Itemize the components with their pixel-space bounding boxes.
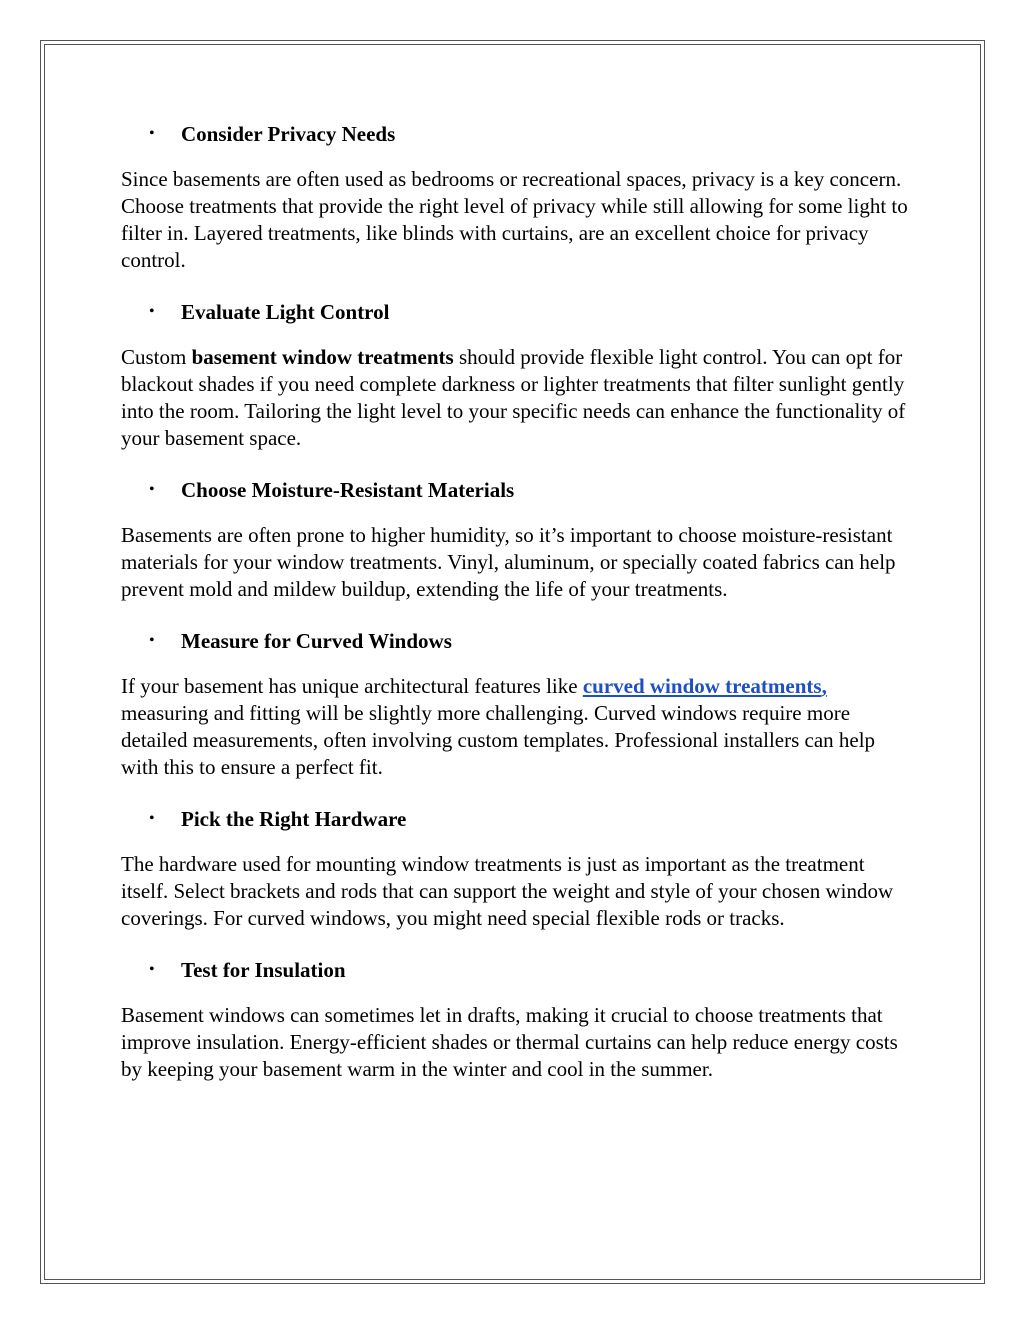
section-hardware (121, 804, 911, 932)
section-heading (121, 297, 911, 327)
section-insulation (121, 955, 911, 1083)
paragraph-text: If your basement has unique architectural features like (121, 674, 583, 698)
section-moisture (121, 475, 911, 603)
section-heading (121, 804, 911, 834)
link-comma[interactable]: , (821, 674, 827, 698)
section-heading (121, 119, 911, 149)
bullet-icon: • (149, 125, 155, 142)
link-text[interactable]: curved window treatments (582, 674, 822, 698)
heading-text: Consider Privacy Needs (181, 122, 396, 146)
section-curved-windows (121, 626, 911, 781)
section-paragraph (121, 344, 911, 452)
section-paragraph: Basement windows can sometimes let in drafts, making it crucial to choose treatments that improve insulation. Energy-efficient shades or thermal curtains can help reduce energy costs by keeping your basement warm in the winter and cool in the summer. (121, 1003, 898, 1081)
paragraph-text: measuring and fitting will be slightly more challenging. Curved windows require more detailed measurements, often involving custom templates. Professional installers can help with this to ensure a perfect fit. (121, 701, 876, 779)
bold-keyword: basement window treatments (191, 345, 454, 369)
section-paragraph: Basements are often prone to higher humidity, so it’s important to choose moisture-resistant materials for your window treatments. Vinyl, aluminum, or specially coated fabrics can help prevent mold and mildew buildup, extending the life of your treatments. (121, 523, 896, 601)
section-paragraph (121, 673, 911, 781)
bullet-icon: • (149, 481, 155, 498)
bullet-icon: • (149, 632, 155, 649)
bullet-icon: • (149, 303, 155, 320)
section-light-control (121, 297, 911, 452)
section-heading (121, 475, 911, 505)
heading-text: Choose Moisture-Resistant Materials (181, 478, 515, 502)
bullet-icon: • (149, 810, 155, 827)
bullet-icon: • (149, 961, 155, 978)
heading-text: Measure for Curved Windows (181, 629, 452, 653)
heading-text: Evaluate Light Control (181, 300, 390, 324)
heading-text: Test for Insulation (181, 958, 346, 982)
heading-text: Pick the Right Hardware (181, 807, 407, 831)
paragraph-text: should provide flexible light control. You can opt for blackout shades if you need complete darkness or lighter treatments that filter sunlight gently into the room. Tailoring the light level to your specific needs can enhance the functionality of your basement space. (121, 345, 906, 450)
section-paragraph: Since basements are often used as bedrooms or recreational spaces, privacy is a key concern. Choose treatments that provide the right level of privacy while still allowing for some light to filter in. Layered treatments, like blinds with curtains, are an excellent choice for privacy control. (121, 167, 908, 272)
curved-window-treatments-link[interactable] (583, 674, 827, 698)
paragraph-text: Custom (121, 345, 192, 369)
section-paragraph: The hardware used for mounting window treatments is just as important as the treatment itself. Select brackets and rods that can support the weight and style of your chosen window coverings. For curved windows, you might need special flexible rods or tracks. (121, 852, 894, 930)
document-body (121, 119, 911, 1106)
section-heading (121, 626, 911, 656)
section-heading (121, 955, 911, 985)
section-privacy (121, 119, 911, 274)
